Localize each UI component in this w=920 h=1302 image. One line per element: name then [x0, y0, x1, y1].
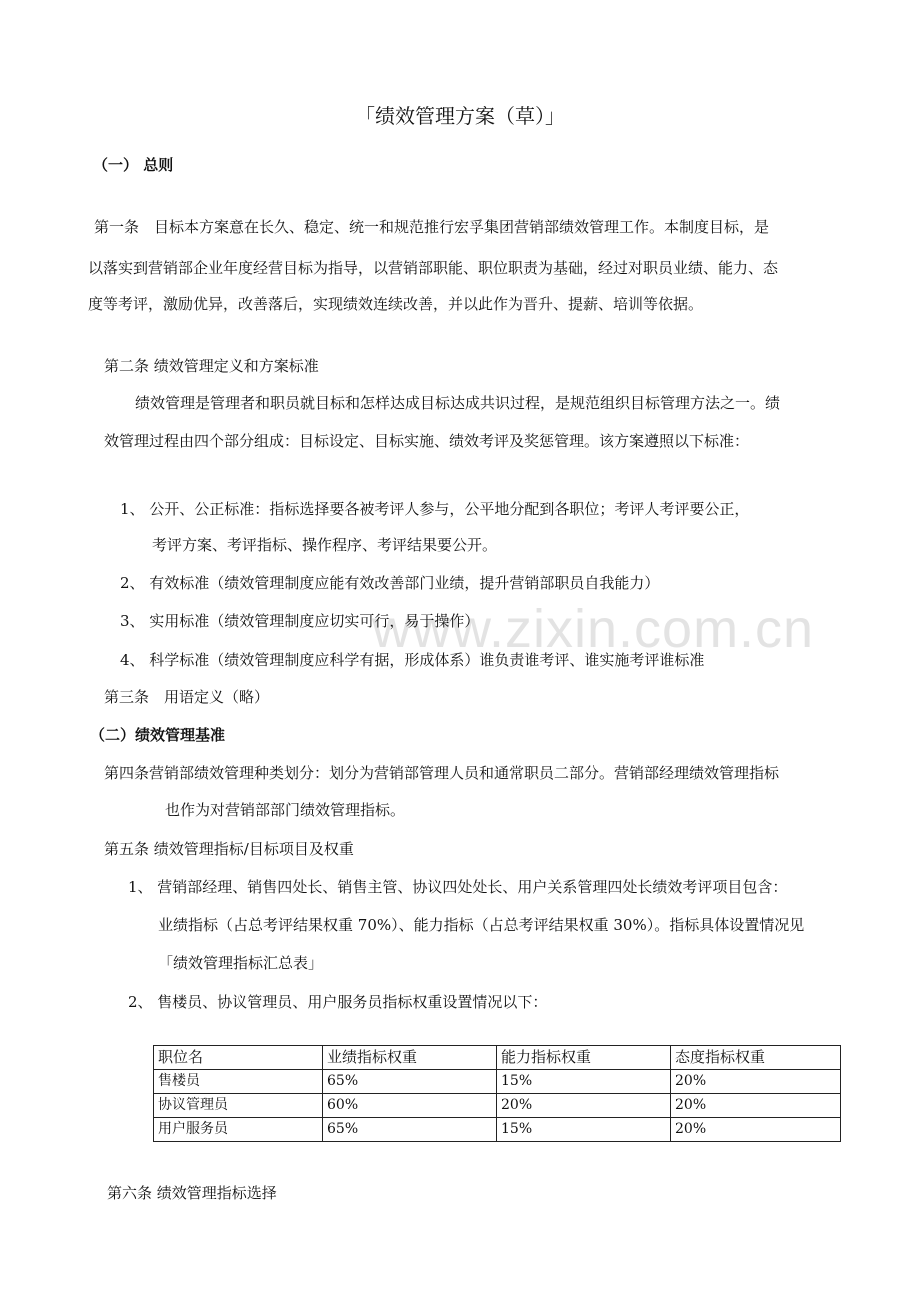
table-cell: 用户服务员: [154, 1118, 323, 1142]
table-row: [154, 1118, 841, 1142]
article2-title: 第二条 绩效管理定义和方案标准: [104, 357, 319, 375]
article5-title: 第五条 绩效管理指标/目标项目及权重: [104, 840, 354, 858]
article5-line: 「绩效管理指标汇总表」: [158, 954, 324, 972]
table-cell: 65%: [323, 1070, 497, 1094]
table-cell: 售楼员: [154, 1070, 323, 1094]
article2-line: 效管理过程由四个部分组成：目标设定、目标实施、绩效考评及奖惩管理。该方案遵照以下标准：: [104, 432, 750, 450]
table-header: 业绩指标权重: [323, 1046, 497, 1070]
document-title: 「绩效管理方案（草）」: [355, 104, 565, 128]
table-cell: 20%: [671, 1070, 841, 1094]
weight-table: [153, 1045, 841, 1142]
table-cell: 20%: [671, 1094, 841, 1118]
table-cell: 20%: [497, 1094, 671, 1118]
table-row: [154, 1094, 841, 1118]
table-cell: 15%: [497, 1070, 671, 1094]
article6-title: 第六条 绩效管理指标选择: [107, 1184, 277, 1202]
article4-line: 第四条营销部绩效管理种类划分：划分为营销部管理人员和通常职员二部分。营销部经理绩效管理指标: [104, 764, 780, 782]
article5-line: 业绩指标（占总考评结果权重 70%）、能力指标（占总考评结果权重 30%）。指标具体设置情况见: [158, 916, 805, 934]
article1-line: 第一条 目标本方案意在长久、稳定、统一和规范推行宏孚集团营销部绩效管理工作。本制度目标，是: [94, 218, 770, 236]
watermark: www.zixin.com.cn: [372, 599, 815, 659]
table-cell: 20%: [671, 1118, 841, 1142]
section-heading-general: （一） 总则: [93, 156, 174, 174]
article5-line: 2、 售楼员、协议管理员、用户服务员指标权重设置情况以下：: [128, 993, 548, 1011]
section-heading-basis: （二）绩效管理基准: [90, 726, 226, 744]
table-header: 态度指标权重: [671, 1046, 841, 1070]
table-header: 职位名: [154, 1046, 323, 1070]
article5-line: 1、 营销部经理、销售四处长、销售主管、协议四处处长、用户关系管理四处长绩效考评项目包含：: [128, 878, 788, 896]
table-cell: 协议管理员: [154, 1094, 323, 1118]
article4-line: 也作为对营销部部门绩效管理指标。: [165, 801, 406, 819]
standard-item: 1、 公开、公正标准：指标选择要各被考评人参与，公平地分配到各职位；考评人考评要公正，: [120, 500, 750, 518]
article3: 第三条 用语定义（略）: [104, 688, 270, 706]
table-cell: 15%: [497, 1118, 671, 1142]
table-header: 能力指标权重: [497, 1046, 671, 1070]
standard-item: 3、 实用标准（绩效管理制度应切实可行，易于操作）: [120, 612, 480, 630]
table-cell: 65%: [323, 1118, 497, 1142]
article2-line: 绩效管理是管理者和职员就目标和怎样达成目标达成共识过程，是规范组织目标管理方法之一。绩: [135, 394, 781, 412]
standard-item: 4、 科学标准（绩效管理制度应科学有据，形成体系）谁负责谁考评、谁实施考评谁标准: [120, 651, 705, 669]
article1-line: 以落实到营销部企业年度经营目标为指导，以营销部职能、职位职责为基础，经过对职员业绩、能力、态: [88, 259, 779, 277]
standard-item: 2、 有效标准（绩效管理制度应能有效改善部门业绩，提升营销部职员自我能力）: [120, 574, 660, 592]
table-row: [154, 1070, 841, 1094]
article1-line: 度等考评，激励优异，改善落后，实现绩效连续改善，并以此作为晋升、提薪、培训等依据。: [88, 295, 704, 313]
table-cell: 60%: [323, 1094, 497, 1118]
standard-item: 考评方案、考评指标、操作程序、考评结果要公开。: [152, 536, 498, 554]
table-header-row: [154, 1046, 841, 1070]
